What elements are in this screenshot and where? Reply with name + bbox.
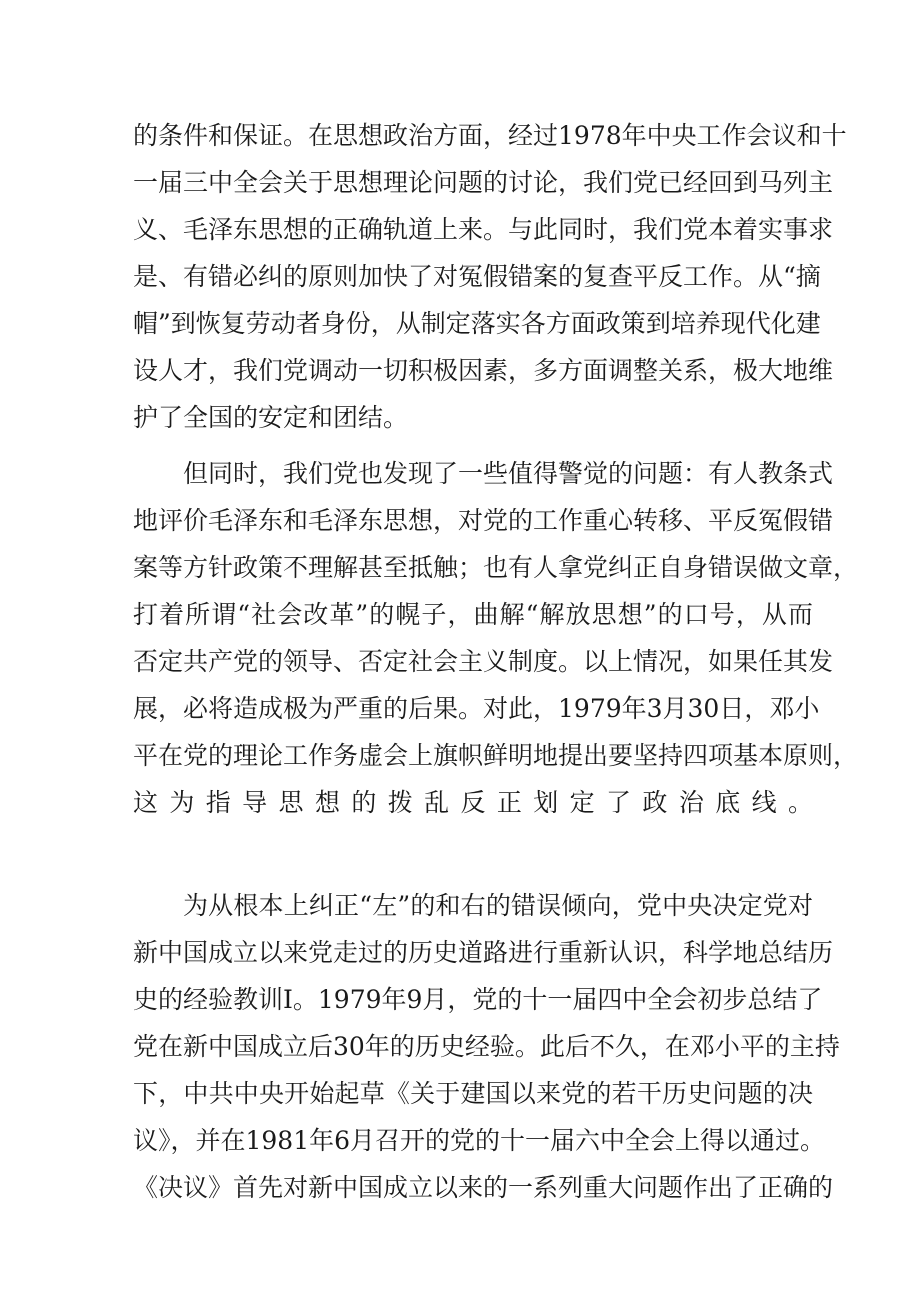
text-line: 《决议》首先对新中国成立以来的一系列重大问题作出了正确的	[133, 1173, 834, 1202]
text-line	[133, 826, 813, 873]
text-line: 打着所谓“社会改革”的幌子，曲解“解放思想”的口号，从而	[133, 600, 813, 629]
text-line: 展，必将造成极为严重的后果。对此，1979年3月30日，邓小	[133, 694, 820, 723]
text-line: 新中国成立以来党走过的历史道路进行重新认识，科学地总结历	[133, 938, 834, 967]
text-line: 这为指导思想的拨乱反正划定了政治底线。	[133, 788, 813, 817]
text-line: 帽”到恢复劳动者身份，从制定落实各方面政策到培养现代化建	[133, 309, 821, 338]
text-line: 义、毛泽东思想的正确轨道上来。与此同时，我们党本着实事求	[133, 215, 834, 244]
paragraph-1	[133, 112, 847, 441]
text-line: 否定共产党的领导、否定社会主义制度。以上情况，如果任其发	[133, 647, 834, 676]
paragraph-3	[133, 882, 840, 1211]
text-line: 下，中共中央开始起草《关于建国以来党的若干历史问题的决	[133, 1079, 813, 1108]
text-line: 议》，并在1981年6月召开的党的十一届六中全会上得以通过。	[133, 1126, 826, 1155]
paragraph-spacer	[133, 873, 813, 882]
paragraph-2	[133, 450, 859, 873]
body-text	[133, 112, 859, 1211]
text-line: 案等方针政策不理解甚至抵触；也有人拿党纠正自身错误做文章，	[133, 553, 859, 582]
text-line: 党在新中国成立后30年的历史经验。此后不久，在邓小平的主持	[133, 1032, 840, 1061]
text-line: 是、有错必纠的原则加快了对冤假错案的复查平反工作。从“摘	[133, 262, 821, 291]
text-line: 的条件和保证。在思想政治方面，经过1978年中央工作会议和十	[133, 121, 847, 150]
text-line: 护了全国的安定和团结。	[133, 403, 409, 432]
text-line: 平在党的理论工作务虚会上旗帜鲜明地提出要坚持四项基本原则，	[133, 741, 859, 770]
text-line: 地评价毛泽东和毛泽东思想，对党的工作重心转移、平反冤假错	[133, 506, 834, 535]
text-line: 为从根本上纠正“左”的和右的错误倾向，党中央决定党对	[183, 891, 813, 920]
text-line: 设人才，我们党调动一切积极因素，多方面调整关系，极大地维	[133, 356, 834, 385]
text-line: 但同时，我们党也发现了一些值得警觉的问题：有人教条式	[183, 459, 834, 488]
text-line: 史的经验教训I。1979年9月，党的十一届四中全会初步总结了	[133, 985, 823, 1014]
text-line: 一届三中全会关于思想理论问题的讨论，我们党已经回到马列主	[133, 168, 834, 197]
paragraph-spacer	[133, 441, 813, 450]
